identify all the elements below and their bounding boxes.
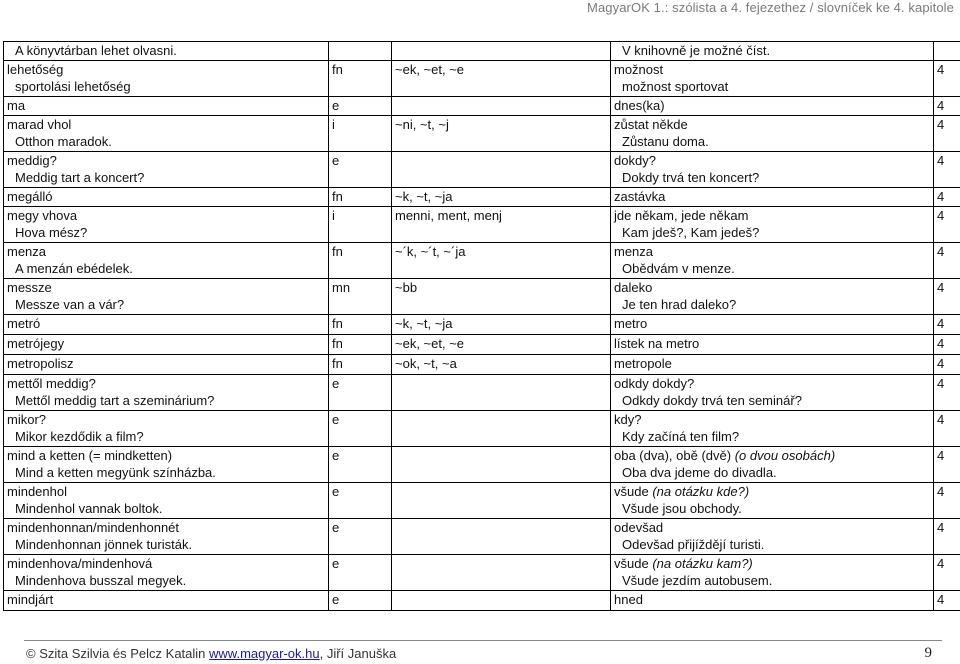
czech-word: oba (dva), obě (dvě): [614, 448, 732, 463]
czech-word: všude: [614, 556, 649, 571]
chapter-cell: 4: [934, 411, 960, 447]
chapter-cell: 4: [934, 243, 960, 279]
page-number: 9: [924, 645, 932, 661]
hungarian-word: mikor?: [7, 412, 47, 427]
pos-cell: e: [329, 591, 392, 611]
chapter-cell: 4: [934, 116, 960, 152]
table-row: [4, 152, 960, 188]
forms-cell: ~bb: [392, 279, 611, 315]
forms-cell: [392, 152, 611, 188]
hungarian-word: megy vhova: [7, 208, 78, 223]
table-row: [4, 97, 960, 116]
pos-cell: fn: [329, 243, 392, 279]
czech-note: (o dvou osobách): [734, 448, 836, 463]
czech-word: dnes(ka): [611, 97, 934, 116]
czech-word: kdy?: [614, 412, 642, 427]
czech-example: Oba dva jdeme do divadla.: [622, 465, 777, 480]
table-row: [4, 447, 960, 483]
hungarian-example: Mindenhova busszal megyek.: [15, 573, 187, 588]
hungarian-word: metrójegy: [4, 335, 329, 355]
chapter-cell: 4: [934, 375, 960, 411]
forms-cell: ~k, ~t, ~ja: [392, 188, 611, 207]
hungarian-word: mindjárt: [4, 591, 329, 611]
pos-cell: e: [329, 483, 392, 519]
hungarian-example: Mindenhonnan jönnek turisták.: [15, 537, 193, 552]
hungarian-example: Mikor kezdődik a film?: [15, 429, 144, 444]
hungarian-word: megálló: [4, 188, 329, 207]
pos-cell: fn: [329, 355, 392, 375]
table-row: [4, 243, 960, 279]
table-row: [4, 279, 960, 315]
czech-example: Zůstanu doma.: [622, 134, 709, 149]
forms-cell: [392, 591, 611, 611]
czech-note: (na otázku kde?): [652, 484, 750, 499]
czech-word: odkdy dokdy?: [614, 376, 695, 391]
chapter-cell: 4: [934, 519, 960, 555]
hungarian-example: A menzán ebédelek.: [15, 261, 133, 276]
czech-example: Všude jsou obchody.: [622, 501, 742, 516]
chapter-cell: 4: [934, 279, 960, 315]
pos-cell: e: [329, 411, 392, 447]
hungarian-word: ma: [4, 97, 329, 116]
pos-cell: fn: [329, 315, 392, 335]
chapter-cell: 4: [934, 61, 960, 97]
pos-cell: [329, 42, 392, 61]
forms-cell: [392, 555, 611, 591]
footer-divider: [24, 640, 942, 641]
chapter-cell: 4: [934, 97, 960, 116]
table-row: [4, 483, 960, 519]
czech-example: Je ten hrad daleko?: [622, 297, 737, 312]
czech-example: Odkdy dokdy trvá ten seminář?: [622, 393, 802, 408]
hungarian-example: Mindenhol vannak boltok.: [15, 501, 163, 516]
pos-cell: e: [329, 97, 392, 116]
hungarian-word: mindenhonnan/mindenhonnét: [7, 520, 180, 535]
table-row: [4, 116, 960, 152]
pos-cell: e: [329, 375, 392, 411]
footer-coauthor: Jiří Januška: [326, 646, 397, 661]
czech-word: všude: [614, 484, 649, 499]
table-row: [4, 61, 960, 97]
chapter-cell: 4: [934, 355, 960, 375]
czech-note: (na otázku kam?): [652, 556, 753, 571]
hungarian-example: Hova mész?: [15, 225, 88, 240]
forms-cell: [392, 375, 611, 411]
hungarian-cell: [4, 42, 329, 61]
chapter-cell: 4: [934, 152, 960, 188]
chapter-cell: 4: [934, 335, 960, 355]
table-row: [4, 42, 960, 61]
hungarian-word: marad vhol: [7, 117, 72, 132]
forms-cell: ~ni, ~t, ~j: [392, 116, 611, 152]
chapter-cell: 4: [934, 555, 960, 591]
table-row: [4, 355, 960, 375]
forms-cell: ~ok, ~t, ~a: [392, 355, 611, 375]
footer-authors: Szita Szilvia és Pelcz Katalin: [39, 646, 206, 661]
table-row: [4, 591, 960, 611]
hungarian-example: Mind a ketten megyünk színházba.: [15, 465, 216, 480]
forms-cell: [392, 42, 611, 61]
czech-word: metro: [611, 315, 934, 335]
czech-example: Kam jdeš?, Kam jedeš?: [622, 225, 760, 240]
hungarian-example: Otthon maradok.: [15, 134, 112, 149]
chapter-cell: 4: [934, 483, 960, 519]
table-row: [4, 519, 960, 555]
table-row: [4, 335, 960, 355]
footer-credit: [26, 646, 396, 661]
table-row: [4, 315, 960, 335]
hungarian-word: metró: [4, 315, 329, 335]
czech-word: daleko: [614, 280, 653, 295]
page-footer: [0, 640, 960, 664]
hungarian-word: mind a ketten (= mindketten): [7, 448, 173, 463]
pos-cell: e: [329, 519, 392, 555]
hungarian-word: lehetőség: [7, 62, 64, 77]
table-row: [4, 188, 960, 207]
website-link[interactable]: www.magyar-ok.hu: [209, 646, 320, 661]
footer-separator: ,: [319, 646, 324, 661]
forms-cell: [392, 483, 611, 519]
hungarian-example: A könyvtárban lehet olvasni.: [15, 43, 177, 58]
forms-cell: ~ek, ~et, ~e: [392, 61, 611, 97]
czech-word: metropole: [611, 355, 934, 375]
chapter-cell: 4: [934, 188, 960, 207]
forms-cell: ~ek, ~et, ~e: [392, 335, 611, 355]
czech-word: menza: [614, 244, 654, 259]
czech-word: dokdy?: [614, 153, 656, 168]
forms-cell: ~k, ~t, ~ja: [392, 315, 611, 335]
table-row: [4, 207, 960, 243]
chapter-cell: 4: [934, 315, 960, 335]
czech-example: Dokdy trvá ten koncert?: [622, 170, 760, 185]
table-row: [4, 411, 960, 447]
vocabulary-table: [3, 41, 960, 611]
czech-word: hned: [611, 591, 934, 611]
pos-cell: mn: [329, 279, 392, 315]
pos-cell: i: [329, 116, 392, 152]
pos-cell: e: [329, 555, 392, 591]
hungarian-word: mindenhova/mindenhová: [7, 556, 153, 571]
pos-cell: fn: [329, 335, 392, 355]
table-row: [4, 555, 960, 591]
chapter-cell: 4: [934, 207, 960, 243]
forms-cell: ~´k, ~´t, ~´ja: [392, 243, 611, 279]
pos-cell: fn: [329, 61, 392, 97]
forms-cell: [392, 447, 611, 483]
page-header-title: MagyarOK 1.: szólista a 4. fejezethez / slovníček ke 4. kapitole: [587, 0, 954, 15]
hungarian-word: mindenhol: [7, 484, 67, 499]
forms-cell: [392, 411, 611, 447]
forms-cell: menni, ment, menj: [392, 207, 611, 243]
czech-example: možnost sportovat: [622, 79, 729, 94]
pos-cell: e: [329, 447, 392, 483]
czech-word: jde někam, jede někam: [614, 208, 749, 223]
czech-example: V knihovně je možné číst.: [622, 43, 771, 58]
hungarian-word: meddig?: [7, 153, 57, 168]
pos-cell: i: [329, 207, 392, 243]
chapter-cell: 4: [934, 591, 960, 611]
hungarian-example: sportolási lehetőség: [15, 79, 131, 94]
hungarian-word: messze: [7, 280, 52, 295]
czech-word: možnost: [614, 62, 664, 77]
czech-example: Kdy začíná ten film?: [622, 429, 740, 444]
hungarian-example: Meddig tart a koncert?: [15, 170, 145, 185]
pos-cell: fn: [329, 188, 392, 207]
czech-word: zastávka: [611, 188, 934, 207]
czech-word: zůstat někde: [614, 117, 688, 132]
hungarian-word: menza: [7, 244, 47, 259]
pos-cell: e: [329, 152, 392, 188]
forms-cell: [392, 519, 611, 555]
hungarian-word: metropolisz: [4, 355, 329, 375]
hungarian-example: Mettől meddig tart a szeminárium?: [15, 393, 215, 408]
czech-word: lístek na metro: [611, 335, 934, 355]
hungarian-word: mettől meddig?: [7, 376, 96, 391]
czech-example: Odevšad přijíždějí turisti.: [622, 537, 765, 552]
czech-example: Všude jezdím autobusem.: [622, 573, 773, 588]
copyright-icon: ©: [26, 646, 36, 661]
czech-word: odevšad: [614, 520, 664, 535]
chapter-cell: [934, 42, 960, 61]
czech-example: Obědvám v menze.: [622, 261, 735, 276]
forms-cell: [392, 97, 611, 116]
chapter-cell: 4: [934, 447, 960, 483]
czech-cell: [611, 42, 934, 61]
hungarian-example: Messze van a vár?: [15, 297, 125, 312]
table-row: [4, 375, 960, 411]
